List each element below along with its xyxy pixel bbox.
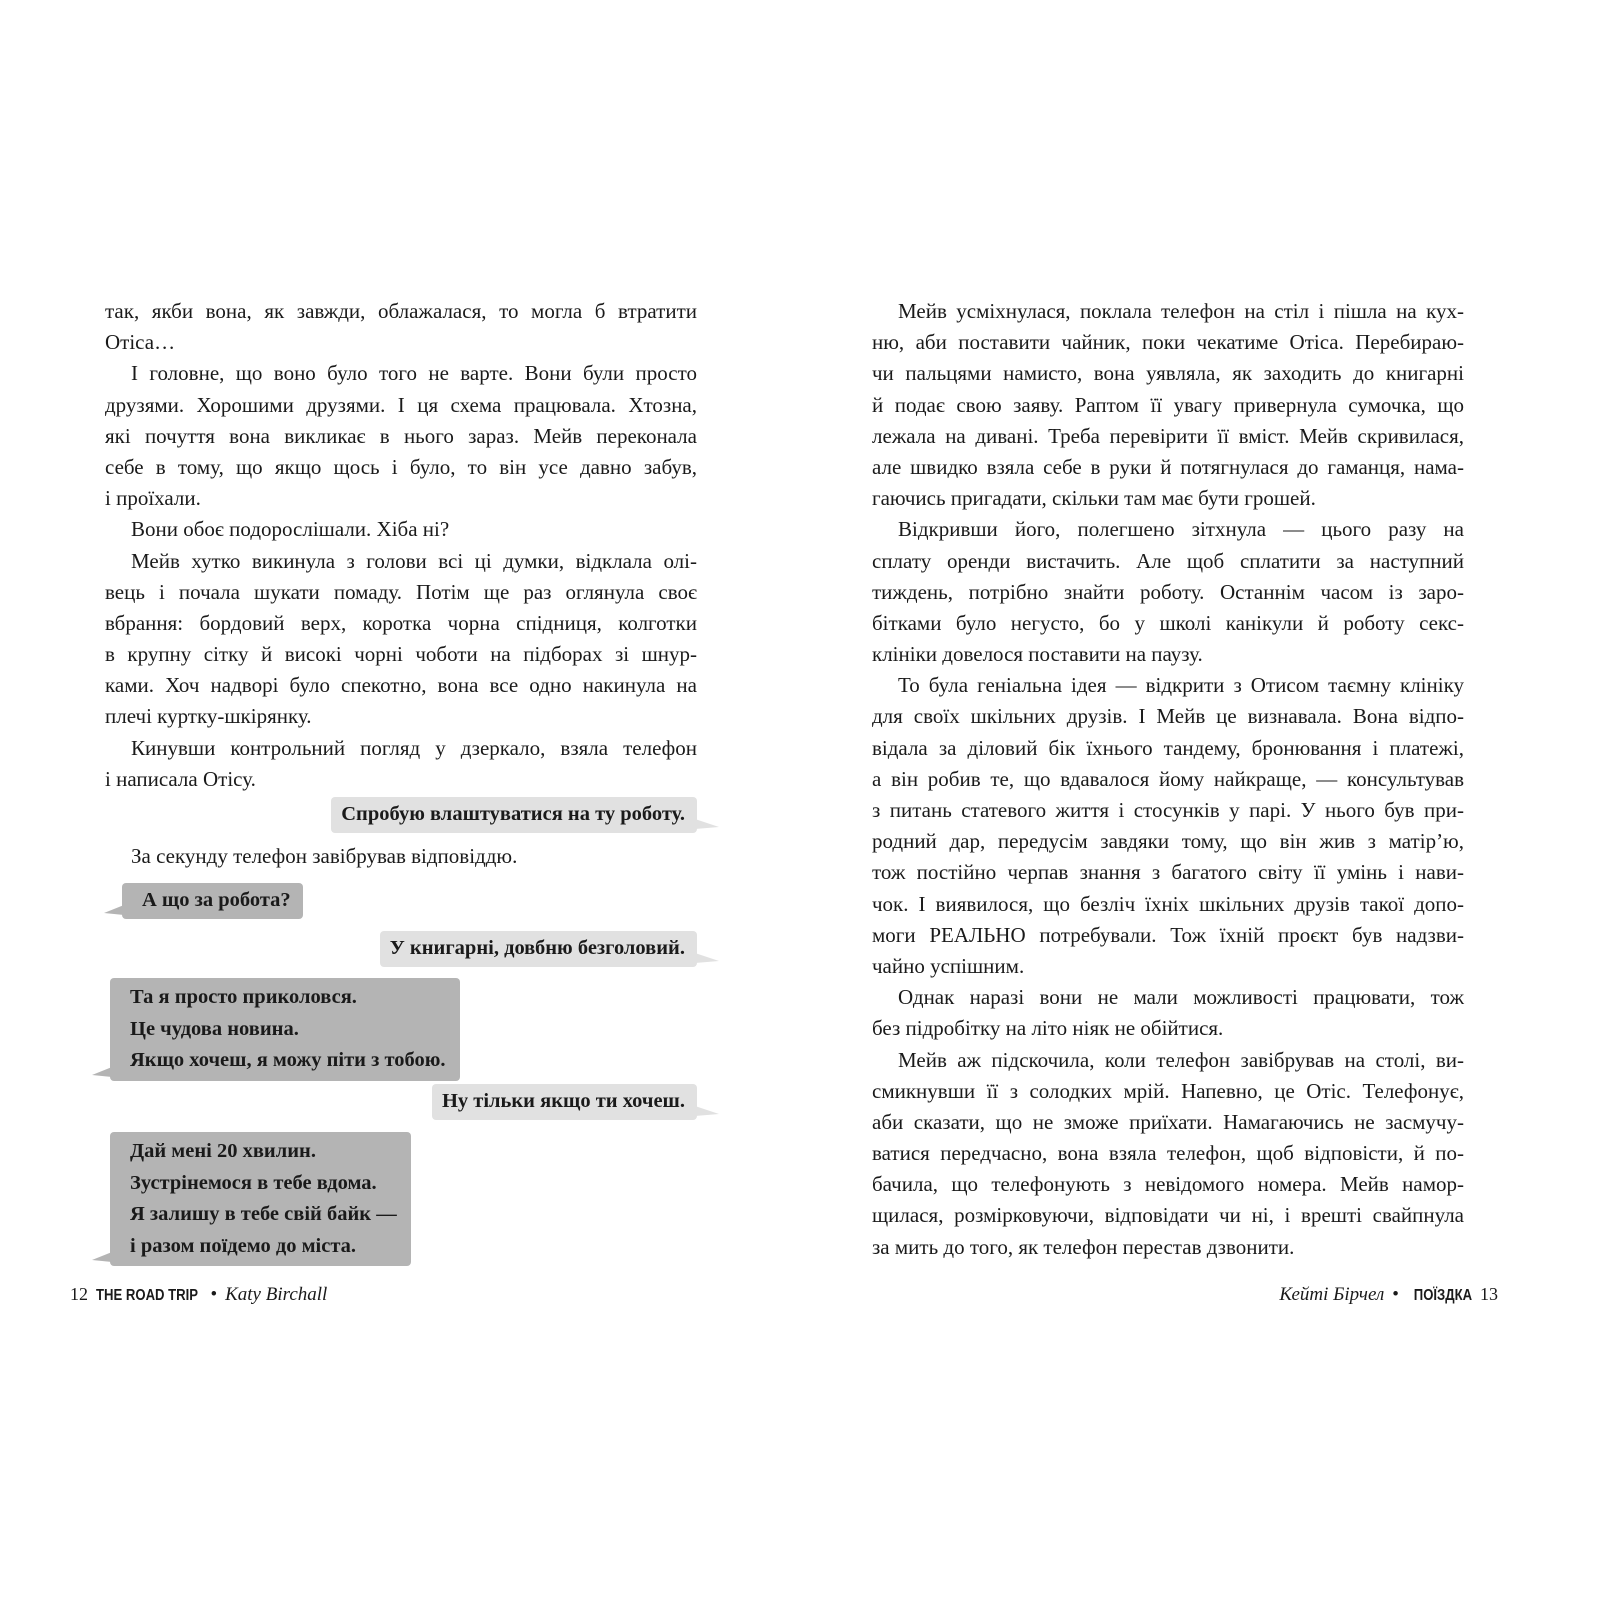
- message-line: Ну тільки якщо ти хочеш.: [441, 1090, 685, 1112]
- text-line: Мейв усміхнулася, поклала телефон на стіл і пішла на кух-: [898, 299, 1464, 323]
- message-line: Зустрінемося в тебе вдома.: [130, 1171, 377, 1194]
- text-line: Однак наразі вони не мали можливості працювати, тож: [898, 985, 1464, 1010]
- sent-message-bubble: [380, 931, 697, 967]
- page-number: 13: [1480, 1284, 1498, 1304]
- text-line: чайно успішним.: [872, 953, 1025, 978]
- sent-message-bubble: [331, 797, 697, 833]
- text-line: ками. Хоч надворі було спекотно, вона все одно накинула на: [105, 673, 697, 698]
- author-name: Katy Birchall: [225, 1284, 328, 1305]
- separator: •: [1392, 1284, 1399, 1305]
- message-line: Та я просто приколовся.: [130, 986, 357, 1008]
- text-line: аби сказати, що не зможе приїхати. Намагаючись не засмучу-: [872, 1109, 1464, 1134]
- text-line: вбрання: бордовий верх, коротка чорна спідниця, колготки: [105, 610, 697, 635]
- text-line: смикнувши її з солодких мрій. Напевно, це Отіс. Телефонує,: [872, 1078, 1464, 1103]
- message-line: Дай мені 20 хвилин.: [130, 1140, 316, 1162]
- text-line: клініки довелося поставити на паузу.: [872, 642, 1203, 667]
- text-line: І головне, що воно було того не варте. Вони були просто: [131, 361, 697, 386]
- message-line: і разом поїдемо до міста.: [130, 1234, 357, 1257]
- text-line: чи пальцями намисто, вона уявляла, як заходить до книгарні: [872, 361, 1464, 386]
- text-line: вець і почала шукати помаду. Потім ще раз оглянула своє: [105, 579, 697, 604]
- text-line: тож постійно черпав знання з багатого світу її умінь і нави-: [872, 860, 1464, 885]
- text-line: так, якби вона, як завжди, облажалася, то могла б втратити: [105, 299, 697, 323]
- message-line: Спробую влаштуватися на ту роботу.: [341, 803, 685, 825]
- text-line: а він робив те, що вдавалося йому найкраще, — консультував: [872, 766, 1464, 791]
- separator: •: [210, 1284, 218, 1305]
- text-line: з питань статевого життя і стосунків у парі. У нього був при-: [872, 798, 1464, 822]
- text-line: плечі куртку-шкірянку.: [105, 704, 312, 729]
- book-title: THE ROAD TRIP: [96, 1287, 199, 1304]
- text-line: відала за діловий бік їхнього тандему, бронювання і платежі,: [872, 735, 1464, 760]
- text-line: Кинувши контрольний погляд у дзеркало, взяла телефон: [131, 735, 697, 760]
- author-name: Кейті Бірчел: [1279, 1284, 1385, 1305]
- message-line: Це чудова новина.: [130, 1017, 299, 1040]
- text-line: моги РЕАЛЬНО потребували. Тож їхній проєкт був надзви-: [872, 922, 1464, 947]
- received-message-bubble: [110, 1132, 411, 1266]
- narration-line: За секунду телефон завібрував відповіддю.: [131, 844, 518, 868]
- text-line: й подає свою заяву. Раптом її увагу привернула сумочка, що: [872, 392, 1464, 417]
- left-footer: [70, 1284, 327, 1306]
- text-line: для своїх шкільних друзів. І Мейв це визнавала. Вона відпо-: [872, 704, 1464, 729]
- text-line: гаючись пригадати, скільки там має бути грошей.: [872, 486, 1316, 511]
- text-line: без підробітку на літо ніяк не обійтися.: [872, 1016, 1224, 1041]
- right-footer: [1279, 1284, 1498, 1306]
- text-line: лежала на дивані. Треба перевірити її вміст. Мейв скривилася,: [872, 423, 1464, 448]
- message-line: Я залишу в тебе свій байк —: [130, 1203, 397, 1225]
- text-line: родний дар, передусім завдяки тому, що він жив з матір’ю,: [872, 829, 1464, 854]
- text-line: Мейв хутко викинула з голови всі ці думки, відклала олі-: [131, 548, 697, 573]
- text-line: в крупну сітку й високі чорні чоботи на підборах зі шнур-: [105, 642, 697, 667]
- right-page-text: [872, 296, 1464, 1263]
- book-title: ПОЇЗДКА: [1413, 1287, 1472, 1304]
- text-line: які почуття вона викликає в нього зараз. Мейв переконала: [105, 423, 697, 448]
- text-line: і написала Отісу.: [105, 766, 256, 791]
- text-line: але швидко взяла себе в руки й потягнулася до гаманця, нама-: [872, 454, 1464, 479]
- text-line: сплату оренди вистачить. Але щоб сплатити за наступний: [872, 548, 1464, 573]
- text-line: тиждень, потрібно знайти роботу. Останнім часом із заро-: [872, 579, 1464, 604]
- received-message-bubble: [110, 978, 460, 1081]
- text-line: і проїхали.: [105, 486, 201, 511]
- text-line: ню, аби поставити чайник, поки чекатиме Отіса. Перебираю-: [872, 330, 1464, 355]
- text-line: То була геніальна ідея — відкрити з Отисом таємну клініку: [898, 673, 1464, 698]
- sent-message-bubble: [432, 1084, 697, 1120]
- text-line: Вони обоє подорослішали. Хіба ні?: [131, 517, 450, 542]
- left-page-text: [105, 296, 697, 795]
- text-line: ватися передчасно, вона взяла телефон, щоб відповісти, й по-: [872, 1141, 1464, 1166]
- text-line: себе в тому, що якщо щось і було, то він усе давно забув,: [105, 454, 697, 479]
- text-line: Відкривши його, полегшено зітхнула — цього разу на: [898, 517, 1464, 542]
- text-line: Отіса…: [105, 330, 176, 355]
- received-message-bubble: [122, 883, 303, 919]
- text-line: за мить до того, як телефон перестав дзвонити.: [872, 1234, 1295, 1259]
- message-line: У книгарні, довбню безголовий.: [389, 937, 685, 959]
- text-line: бітками було негусто, бо у школі канікули й роботу секс-: [872, 610, 1464, 635]
- message-line: А що за робота?: [142, 889, 291, 911]
- page-number: 12: [70, 1284, 88, 1304]
- message-line: Якщо хочеш, я можу піти з тобою.: [130, 1049, 446, 1071]
- text-line: друзями. Хорошими друзями. І ця схема працювала. Хтозна,: [105, 392, 697, 417]
- text-line: чок. І виявилося, що безліч їхніх шкільних друзів такої допо-: [872, 891, 1464, 916]
- text-line: щилася, розмірковуючи, відповідати чи ні, і врешті свайпнула: [872, 1203, 1464, 1228]
- text-line: бачила, що телефонують з невідомого номера. Мейв намор-: [872, 1172, 1464, 1197]
- text-line: Мейв аж підскочила, коли телефон завібрував на столі, ви-: [898, 1047, 1464, 1072]
